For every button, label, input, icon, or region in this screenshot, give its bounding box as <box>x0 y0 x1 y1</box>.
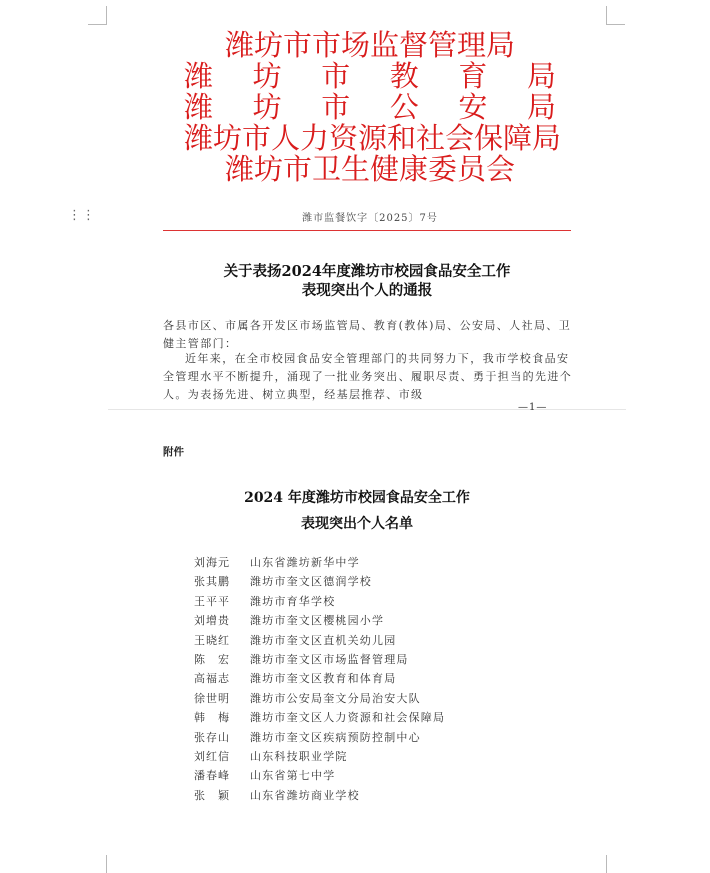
person-name: 高福志 <box>194 672 230 686</box>
issuing-agencies <box>0 30 710 185</box>
person-organization: 潍坊市奎文区教育和体育局 <box>250 672 397 686</box>
person-organization: 潍坊市奎文区德润学校 <box>250 575 372 589</box>
person-organization: 潍坊市奎文区直机关幼儿园 <box>250 633 397 647</box>
person-organization: 山东科技职业学院 <box>250 749 348 763</box>
person-name: 刘红信 <box>194 749 230 763</box>
person-name: 徐世明 <box>194 691 230 705</box>
list-item <box>194 669 445 688</box>
document-number: 潍市监餐饮字〔2025〕7号 <box>302 213 438 224</box>
crop-mark-bottom-left <box>88 855 107 873</box>
person-name: 陈 宏 <box>194 652 230 666</box>
person-name: 张 颖 <box>194 788 230 802</box>
red-divider-line <box>163 230 571 231</box>
agency-char: 公 <box>389 90 419 124</box>
person-name: 王晓红 <box>194 633 230 647</box>
list-item <box>194 747 445 766</box>
list-item <box>194 786 445 805</box>
person-organization: 潍坊市育华学校 <box>250 594 336 608</box>
agency-char: 潍 <box>184 90 214 124</box>
list-item <box>194 689 445 708</box>
agency-char: 坊 <box>252 59 282 93</box>
person-organization: 潍坊市公安局奎文分局治安大队 <box>250 691 421 705</box>
crop-mark-top-right <box>606 6 625 25</box>
list-item <box>194 650 445 669</box>
agency-char: 坊 <box>252 90 282 124</box>
agency-char: 局 <box>526 90 556 124</box>
body-paragraph: 近年来，在全市校园食品安全管理部门的共同努力下，我市学校食品安全管理水平不断提升，涌现了一批业务突出、履职尽责、勇于担当的先进个人。为表扬先进、树立典型，经基层推荐、市级 <box>163 352 573 401</box>
person-organization: 潍坊市奎文区疾病预防控制中心 <box>250 730 421 744</box>
person-organization: 潍坊市奎文区樱桃园小学 <box>250 614 385 628</box>
attachment-label: 附件 <box>163 446 184 458</box>
person-organization: 山东省第七中学 <box>250 769 336 783</box>
person-name: 张存山 <box>194 730 230 744</box>
notice-title-line2: 表现突出个人的通报 <box>301 282 433 299</box>
agency-education <box>184 61 556 92</box>
honoree-list <box>194 553 445 805</box>
person-name: 王平平 <box>194 594 230 608</box>
list-item <box>194 572 445 591</box>
agency-char: 市 <box>321 59 351 93</box>
list-title-line1: 2024 年度潍坊市校园食品安全工作 <box>244 490 470 506</box>
list-item <box>194 611 445 630</box>
drag-handle-icon[interactable]: ⋮⋮ <box>68 208 96 223</box>
agency-char: 市 <box>321 90 351 124</box>
person-name: 韩 梅 <box>194 711 230 725</box>
page-separator <box>108 409 626 410</box>
crop-mark-top-left <box>88 6 107 25</box>
agency-market-regulation: 潍坊市市场监督管理局 <box>224 28 515 62</box>
person-organization: 山东省潍坊商业学校 <box>250 788 360 802</box>
agency-human-resources: 潍坊市人力资源和社会保障局 <box>184 121 562 155</box>
notice-title-line1: 关于表扬2024年度潍坊市校园食品安全工作 <box>223 263 511 280</box>
person-name: 刘增贵 <box>194 614 230 628</box>
agency-char: 局 <box>526 59 556 93</box>
person-organization: 山东省潍坊新华中学 <box>250 556 360 569</box>
person-organization: 潍坊市奎文区人力资源和社会保障局 <box>250 711 446 725</box>
agency-char: 教 <box>389 59 419 93</box>
agency-public-security <box>184 92 556 123</box>
crop-mark-bottom-right <box>606 855 625 873</box>
person-name: 张其鹏 <box>194 575 230 589</box>
list-item <box>194 708 445 727</box>
person-organization: 潍坊市奎文区市场监督管理局 <box>250 652 409 666</box>
agency-char: 育 <box>458 59 488 93</box>
person-name: 潘春峰 <box>194 769 230 783</box>
list-item <box>194 728 445 747</box>
agency-health-commission: 潍坊市卫生健康委员会 <box>224 152 515 186</box>
list-item <box>194 631 445 650</box>
list-item <box>194 592 445 611</box>
agency-char: 潍 <box>184 59 214 93</box>
list-item <box>194 766 445 785</box>
agency-char: 安 <box>458 90 488 124</box>
salutation: 各县市区、市属各开发区市场监管局、教育(教体)局、公安局、人社局、卫健主管部门： <box>163 319 572 350</box>
page-number: —1— <box>518 402 548 413</box>
list-title-line2: 表现突出个人名单 <box>301 516 413 532</box>
person-name: 刘海元 <box>194 556 230 569</box>
list-item <box>194 553 445 572</box>
